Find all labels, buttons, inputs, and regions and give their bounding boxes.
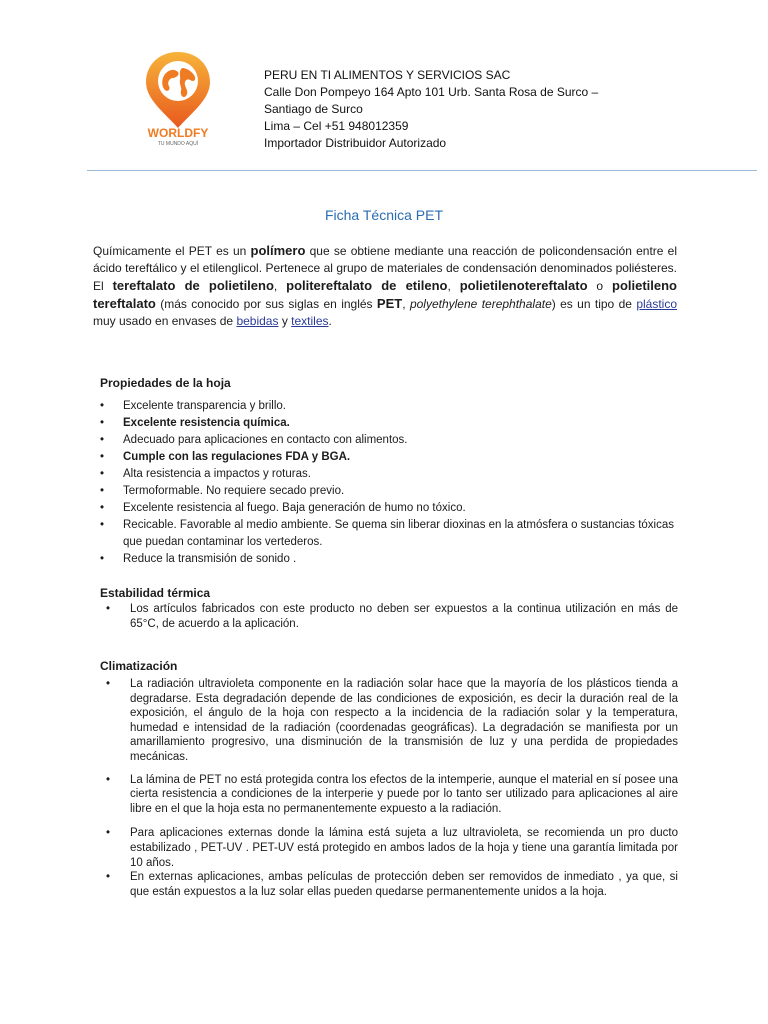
list-item: • Adecuado para aplicaciones en contacto con alimentos. [100,434,408,446]
climatization-list [106,677,678,899]
list-item: • Cumple con las regulaciones FDA y BGA. [100,451,351,463]
intro-term-pet: PET [376,296,403,311]
list-item: • En externas aplicaciones, ambas películas de protección deben ser removidos de inmediato , ya que, si que están expuestos a la luz solar ellas pueden quedarse permanentemente unidos a la hoja. [106,871,678,898]
stability-list [106,602,678,632]
company-info [264,67,598,152]
intro-english-name: polyethylene terephthalate [409,297,552,311]
header-divider [87,170,757,171]
intro-term: polietilenotereftalato [459,278,588,293]
list-item: • Excelente resistencia química. [100,417,290,429]
section-title-propiedades: Propiedades de la hoja [100,376,231,390]
list-item: • Para aplicaciones externas donde la lámina está sujeta a luz ultravioleta, se recomienda un pro ducto estabilizado , PET-UV . PET-UV está protegido en ambos lados de la hoja y tiene una garantía limitada por 10 años. [106,827,678,869]
list-item: • Excelente transparencia y brillo. [100,400,286,412]
link-bebidas[interactable]: bebidas [236,314,279,328]
company-role: Importador Distribuidor Autorizado [264,136,447,150]
section-title-climatizacion: Climatización [100,659,178,673]
company-address: Calle Don Pompeyo 164 Apto 101 Urb. Santa Rosa de Surco – [264,85,599,99]
logo-text: WORLDFY [147,126,209,140]
properties-list [100,398,680,568]
worldfy-logo [138,48,218,148]
list-item: • Alta resistencia a impactos y roturas. [100,468,311,480]
page-title: Ficha Técnica PET [324,207,443,223]
list-item: • Termoformable. No requiere secado previo. [100,485,345,497]
intro-term-polimero: polímero [250,243,306,258]
logo-tagline: TU MUNDO AQUÍ [157,141,199,147]
list-item: • Recicable. Favorable al medio ambiente. Se quema sin liberar dioxinas en la atmósfera o sustancias tóxicas que puedan contaminar los vertederos. [100,519,675,548]
list-item: • La radiación ultravioleta componente en la radiación solar hace que la mayoría de los plásticos tienda a degradarse. Esta degradación depende de las condiciones de exposición, es decir la duración real de la exposición, el ángulo de la hoja con respecto a la incidencia de la radiación solar y la temperatura, humedad e intensidad de la radiación (coordenadas geográficas). La degradación se manifiesta por un amarillamiento progresivo, una disminución de la transmisión de luz y una perdida de propiedades mecánicas. [106,678,678,763]
company-name: PERU EN TI ALIMENTOS Y SERVICIOS SAC [264,68,511,82]
intro-term: politereftalato de etileno [286,278,448,293]
intro-term: polietileno tereftalato [93,278,677,311]
company-district: Santiago de Surco [264,102,363,116]
link-plastico[interactable]: plástico [636,297,677,311]
section-title-estabilidad: Estabilidad térmica [100,586,211,600]
list-item: • Excelente resistencia al fuego. Baja generación de humo no tóxico. [100,502,466,514]
list-item: • Los artículos fabricados con este producto no deben ser expuestos a la continua utilización en más de 65°C, de acuerdo a la aplicación. [106,603,678,630]
link-textiles[interactable]: textiles [291,314,329,328]
intro-paragraph: Químicamente el PET es un polímero que se obtiene mediante una reacción de policondensación entre el ácido tereftálico y el etilenglicol. Pertenece al grupo de materiales de condensación denominados poliésteres. El tereftalato de polietileno, politereftalato de etileno, polietilenotereftalato o polietileno tereftalato (más conocido por sus siglas en inglés PET, polyethylene terephthalate) es un tipo de plástico muy usado en envases de bebidas y textiles. [93,243,677,328]
globe-pin-icon [138,48,218,148]
list-item: • La lámina de PET no está protegida contra los efectos de la intemperie, aunque el material en sí posee una cierta resistencia a condiciones de la interperie y puede por lo tanto ser utilizado para aplicaciones al aire libre en el que la hoja esta no permanentemente expuesto a la radiación. [106,773,678,815]
intro-term: tereftalato de polietileno [112,278,274,293]
list-item: • Reduce la transmisión de sonido . [100,553,297,565]
company-phone: Lima – Cel +51 948012359 [264,119,409,133]
